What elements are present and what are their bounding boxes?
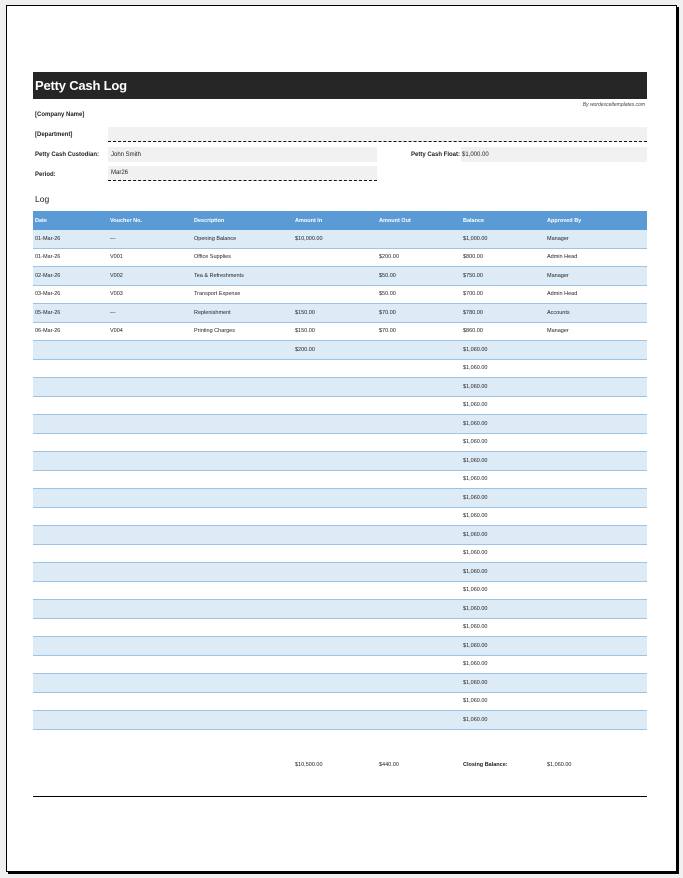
table-row (33, 396, 647, 415)
cell-approved-by[interactable] (545, 433, 647, 452)
cell-approved-by[interactable] (545, 637, 647, 656)
table-row (33, 230, 647, 249)
cell-description[interactable]: Opening Balance (192, 230, 293, 249)
table-row (33, 304, 647, 323)
cell-description[interactable] (192, 359, 293, 378)
cell-voucher[interactable] (108, 489, 192, 508)
cell-voucher[interactable] (108, 544, 192, 563)
cell-amount-out[interactable] (377, 489, 461, 508)
cell-date[interactable] (33, 674, 108, 693)
table-row (33, 248, 647, 267)
cell-date[interactable] (33, 711, 108, 730)
cell-amount-out[interactable] (377, 674, 461, 693)
cell-amount-in[interactable]: $10,000.00 (293, 230, 377, 249)
cell-approved-by[interactable] (545, 396, 647, 415)
cell-amount-in[interactable] (293, 433, 377, 452)
bottom-divider (33, 796, 647, 797)
cell-date[interactable]: 01-Mar-26 (33, 230, 108, 249)
cell-description[interactable] (192, 563, 293, 582)
cell-amount-in[interactable] (293, 378, 377, 397)
cell-description[interactable] (192, 433, 293, 452)
cell-description[interactable] (192, 507, 293, 526)
cell-voucher[interactable] (108, 637, 192, 656)
cell-amount-in[interactable] (293, 396, 377, 415)
cell-balance[interactable]: $780.00 (461, 304, 545, 323)
cell-date[interactable] (33, 470, 108, 489)
cell-approved-by[interactable] (545, 359, 647, 378)
cell-voucher[interactable] (108, 692, 192, 711)
cell-voucher[interactable]: — (108, 304, 192, 323)
cell-description[interactable] (192, 618, 293, 637)
cell-date[interactable] (33, 600, 108, 619)
table-row (33, 322, 647, 341)
cell-date[interactable] (33, 544, 108, 563)
column-header-approved-by[interactable]: Approved By (545, 212, 647, 230)
cell-amount-in[interactable]: $150.00 (293, 322, 377, 341)
byline: By wordexceltemplates.com (582, 102, 645, 108)
table-row (33, 526, 647, 545)
table-row (33, 433, 647, 452)
cell-balance[interactable]: $1,060.00 (461, 452, 545, 471)
table-row (33, 452, 647, 471)
cell-amount-out[interactable] (377, 433, 461, 452)
cell-voucher[interactable]: V001 (108, 248, 192, 267)
float-label: Petty Cash Float: (411, 152, 461, 158)
table-row (33, 544, 647, 563)
cell-balance[interactable]: $800.00 (461, 248, 545, 267)
cell-amount-in[interactable] (293, 581, 377, 600)
table-row (33, 489, 647, 508)
table-row (33, 674, 647, 693)
cell-date[interactable] (33, 618, 108, 637)
cell-date[interactable] (33, 433, 108, 452)
cell-date[interactable] (33, 526, 108, 545)
cell-description[interactable] (192, 600, 293, 619)
table-row (33, 655, 647, 674)
cell-description[interactable] (192, 637, 293, 656)
table-row (33, 581, 647, 600)
page-title: Petty Cash Log (33, 72, 647, 99)
cell-voucher[interactable] (108, 674, 192, 693)
column-header-date[interactable]: Date (33, 212, 108, 230)
cell-balance[interactable]: $1,060.00 (461, 396, 545, 415)
cell-approved-by[interactable] (545, 600, 647, 619)
cell-balance[interactable]: $1,060.00 (461, 674, 545, 693)
cell-description[interactable]: Replenishment (192, 304, 293, 323)
cell-approved-by[interactable] (545, 692, 647, 711)
cell-balance[interactable]: $1,060.00 (461, 415, 545, 434)
cell-date[interactable] (33, 378, 108, 397)
cell-amount-out[interactable] (377, 618, 461, 637)
cell-voucher[interactable] (108, 618, 192, 637)
cell-amount-in[interactable]: $150.00 (293, 304, 377, 323)
cell-date[interactable] (33, 341, 108, 360)
period-label: Period: (35, 172, 56, 178)
cell-amount-out[interactable] (377, 563, 461, 582)
cell-voucher[interactable] (108, 563, 192, 582)
cell-date[interactable]: 06-Mar-26 (33, 322, 108, 341)
cell-balance[interactable]: $1,060.00 (461, 489, 545, 508)
cell-balance[interactable]: $1,060.00 (461, 378, 545, 397)
cell-approved-by[interactable] (545, 507, 647, 526)
table-row (33, 507, 647, 526)
table-row (33, 285, 647, 304)
cell-amount-in[interactable] (293, 489, 377, 508)
cell-description[interactable] (192, 415, 293, 434)
column-header-balance[interactable]: Balance (461, 212, 545, 230)
cell-amount-out[interactable]: $70.00 (377, 322, 461, 341)
cell-approved-by[interactable] (545, 618, 647, 637)
cell-date[interactable] (33, 489, 108, 508)
cell-approved-by[interactable]: Manager (545, 322, 647, 341)
cell-amount-out[interactable] (377, 470, 461, 489)
table-header-row (33, 212, 647, 230)
cell-description[interactable] (192, 674, 293, 693)
cell-date[interactable] (33, 692, 108, 711)
cell-approved-by[interactable]: Manager (545, 267, 647, 286)
cell-amount-out[interactable] (377, 600, 461, 619)
cell-balance[interactable]: $1,060.00 (461, 359, 545, 378)
table-row (33, 470, 647, 489)
cell-amount-in[interactable] (293, 267, 377, 286)
cell-description[interactable] (192, 581, 293, 600)
cell-balance[interactable]: $1,060.00 (461, 470, 545, 489)
closing-balance-label: Closing Balance: (463, 762, 508, 768)
cell-date[interactable] (33, 563, 108, 582)
cell-voucher[interactable]: V003 (108, 285, 192, 304)
cell-date[interactable] (33, 415, 108, 434)
department-label[interactable]: [Department] (35, 132, 73, 138)
cell-approved-by[interactable] (545, 378, 647, 397)
cell-voucher[interactable] (108, 507, 192, 526)
cell-balance[interactable]: $1,060.00 (461, 655, 545, 674)
table-row (33, 600, 647, 619)
cell-approved-by[interactable] (545, 489, 647, 508)
cell-date[interactable] (33, 396, 108, 415)
cell-amount-in[interactable] (293, 470, 377, 489)
cell-approved-by[interactable] (545, 711, 647, 730)
custodian-field[interactable]: John Smith (108, 147, 377, 162)
cell-approved-by[interactable] (545, 563, 647, 582)
cell-balance[interactable]: $1,060.00 (461, 544, 545, 563)
cell-approved-by[interactable] (545, 341, 647, 360)
cell-balance[interactable]: $1,060.00 (461, 341, 545, 360)
table-row (33, 563, 647, 582)
department-field[interactable] (108, 127, 647, 142)
cell-amount-out[interactable] (377, 341, 461, 360)
closing-balance-value: $1,060.00 (547, 762, 572, 768)
cell-date[interactable]: 01-Mar-26 (33, 248, 108, 267)
cell-approved-by[interactable]: Manager (545, 230, 647, 249)
cell-amount-out[interactable] (377, 396, 461, 415)
cell-amount-in[interactable] (293, 674, 377, 693)
cell-voucher[interactable] (108, 470, 192, 489)
cell-voucher[interactable] (108, 655, 192, 674)
table-row (33, 359, 647, 378)
cell-approved-by[interactable] (545, 452, 647, 471)
cell-amount-in[interactable] (293, 359, 377, 378)
cell-description[interactable]: Printing Charges (192, 322, 293, 341)
table-row (33, 415, 647, 434)
cell-voucher[interactable]: V004 (108, 322, 192, 341)
cell-voucher[interactable] (108, 526, 192, 545)
cell-approved-by[interactable] (545, 655, 647, 674)
cell-description[interactable] (192, 544, 293, 563)
period-field[interactable]: Mar26 (108, 166, 377, 181)
table-row (33, 637, 647, 656)
cell-amount-in[interactable] (293, 507, 377, 526)
cell-amount-out[interactable] (377, 637, 461, 656)
table-row (33, 267, 647, 286)
cell-amount-in[interactable] (293, 618, 377, 637)
cell-date[interactable] (33, 581, 108, 600)
cell-description[interactable]: Tea & Refreshments (192, 267, 293, 286)
cell-balance[interactable]: $1,060.00 (461, 507, 545, 526)
cell-amount-out[interactable]: $50.00 (377, 285, 461, 304)
cell-description[interactable] (192, 378, 293, 397)
cell-voucher[interactable] (108, 396, 192, 415)
cell-voucher[interactable] (108, 341, 192, 360)
cell-amount-out[interactable]: $50.00 (377, 267, 461, 286)
float-field[interactable]: $1,000.00 (461, 147, 647, 162)
cell-amount-in[interactable] (293, 637, 377, 656)
column-header-description[interactable]: Description (192, 212, 293, 230)
cell-approved-by[interactable] (545, 526, 647, 545)
column-header-voucher[interactable]: Voucher No. (108, 212, 192, 230)
cell-amount-in[interactable] (293, 544, 377, 563)
cell-description[interactable] (192, 692, 293, 711)
cell-date[interactable] (33, 359, 108, 378)
cell-amount-out[interactable]: $70.00 (377, 304, 461, 323)
cell-date[interactable] (33, 507, 108, 526)
cell-amount-out[interactable] (377, 692, 461, 711)
cell-balance[interactable]: $700.00 (461, 285, 545, 304)
custodian-label: Petty Cash Custodian: (35, 152, 100, 158)
cell-balance[interactable]: $860.00 (461, 322, 545, 341)
cell-date[interactable]: 05-Mar-26 (33, 304, 108, 323)
table-row (33, 378, 647, 397)
cell-balance[interactable]: $1,060.00 (461, 563, 545, 582)
cell-voucher[interactable]: V002 (108, 267, 192, 286)
log-heading: Log (35, 194, 50, 204)
cell-balance[interactable]: $1,060.00 (461, 692, 545, 711)
cell-amount-out[interactable] (377, 359, 461, 378)
cell-approved-by[interactable] (545, 674, 647, 693)
cell-balance[interactable]: $1,060.00 (461, 600, 545, 619)
table-row (33, 341, 647, 360)
cell-approved-by[interactable]: Admin Head (545, 248, 647, 267)
cell-description[interactable] (192, 470, 293, 489)
cell-description[interactable] (192, 341, 293, 360)
cell-approved-by[interactable]: Accounts (545, 304, 647, 323)
log-table (33, 211, 647, 730)
cell-voucher[interactable] (108, 378, 192, 397)
cell-date[interactable] (33, 655, 108, 674)
cell-amount-in[interactable] (293, 655, 377, 674)
company-name-label[interactable]: [Company Name] (35, 112, 85, 118)
cell-voucher[interactable] (108, 433, 192, 452)
column-header-amount-out[interactable]: Amount Out (377, 212, 461, 230)
cell-voucher[interactable] (108, 415, 192, 434)
cell-approved-by[interactable] (545, 470, 647, 489)
cell-amount-out[interactable] (377, 230, 461, 249)
cell-balance[interactable]: $1,060.00 (461, 711, 545, 730)
cell-amount-out[interactable] (377, 378, 461, 397)
cell-amount-out[interactable] (377, 507, 461, 526)
cell-voucher[interactable] (108, 452, 192, 471)
cell-amount-in[interactable] (293, 600, 377, 619)
cell-date[interactable] (33, 637, 108, 656)
cell-amount-out[interactable]: $200.00 (377, 248, 461, 267)
cell-balance[interactable]: $1,060.00 (461, 637, 545, 656)
cell-amount-in[interactable] (293, 526, 377, 545)
cell-voucher[interactable] (108, 600, 192, 619)
cell-date[interactable] (33, 452, 108, 471)
document-page (6, 5, 677, 872)
cell-description[interactable] (192, 526, 293, 545)
cell-approved-by[interactable] (545, 415, 647, 434)
cell-balance[interactable]: $1,060.00 (461, 433, 545, 452)
cell-amount-out[interactable] (377, 711, 461, 730)
table-row (33, 711, 647, 730)
column-header-amount-in[interactable]: Amount In (293, 212, 377, 230)
cell-description[interactable] (192, 452, 293, 471)
cell-amount-out[interactable] (377, 581, 461, 600)
cell-description[interactable] (192, 396, 293, 415)
cell-approved-by[interactable] (545, 581, 647, 600)
cell-amount-in[interactable] (293, 248, 377, 267)
cell-amount-in[interactable] (293, 285, 377, 304)
cell-description[interactable] (192, 711, 293, 730)
cell-amount-out[interactable] (377, 544, 461, 563)
cell-amount-out[interactable] (377, 452, 461, 471)
cell-description[interactable]: Office Supplies (192, 248, 293, 267)
total-amount-out: $440.00 (379, 762, 399, 768)
cell-amount-out[interactable] (377, 526, 461, 545)
cell-voucher[interactable]: — (108, 230, 192, 249)
cell-description[interactable] (192, 655, 293, 674)
cell-amount-in[interactable] (293, 415, 377, 434)
cell-amount-in[interactable] (293, 692, 377, 711)
table-row (33, 692, 647, 711)
cell-amount-in[interactable] (293, 452, 377, 471)
cell-balance[interactable]: $750.00 (461, 267, 545, 286)
cell-description[interactable] (192, 489, 293, 508)
cell-amount-out[interactable] (377, 415, 461, 434)
cell-amount-in[interactable] (293, 563, 377, 582)
cell-balance[interactable]: $1,060.00 (461, 526, 545, 545)
cell-voucher[interactable] (108, 359, 192, 378)
table-row (33, 618, 647, 637)
cell-approved-by[interactable]: Admin Head (545, 285, 647, 304)
total-amount-in: $10,500.00 (295, 762, 323, 768)
cell-approved-by[interactable] (545, 544, 647, 563)
cell-voucher[interactable] (108, 581, 192, 600)
cell-amount-out[interactable] (377, 655, 461, 674)
cell-amount-in[interactable] (293, 711, 377, 730)
cell-description[interactable]: Transport Expense (192, 285, 293, 304)
cell-balance[interactable]: $1,060.00 (461, 581, 545, 600)
cell-voucher[interactable] (108, 711, 192, 730)
cell-amount-in[interactable]: $200.00 (293, 341, 377, 360)
cell-balance[interactable]: $1,000.00 (461, 230, 545, 249)
cell-date[interactable]: 03-Mar-26 (33, 285, 108, 304)
cell-date[interactable]: 02-Mar-26 (33, 267, 108, 286)
cell-balance[interactable]: $1,060.00 (461, 618, 545, 637)
